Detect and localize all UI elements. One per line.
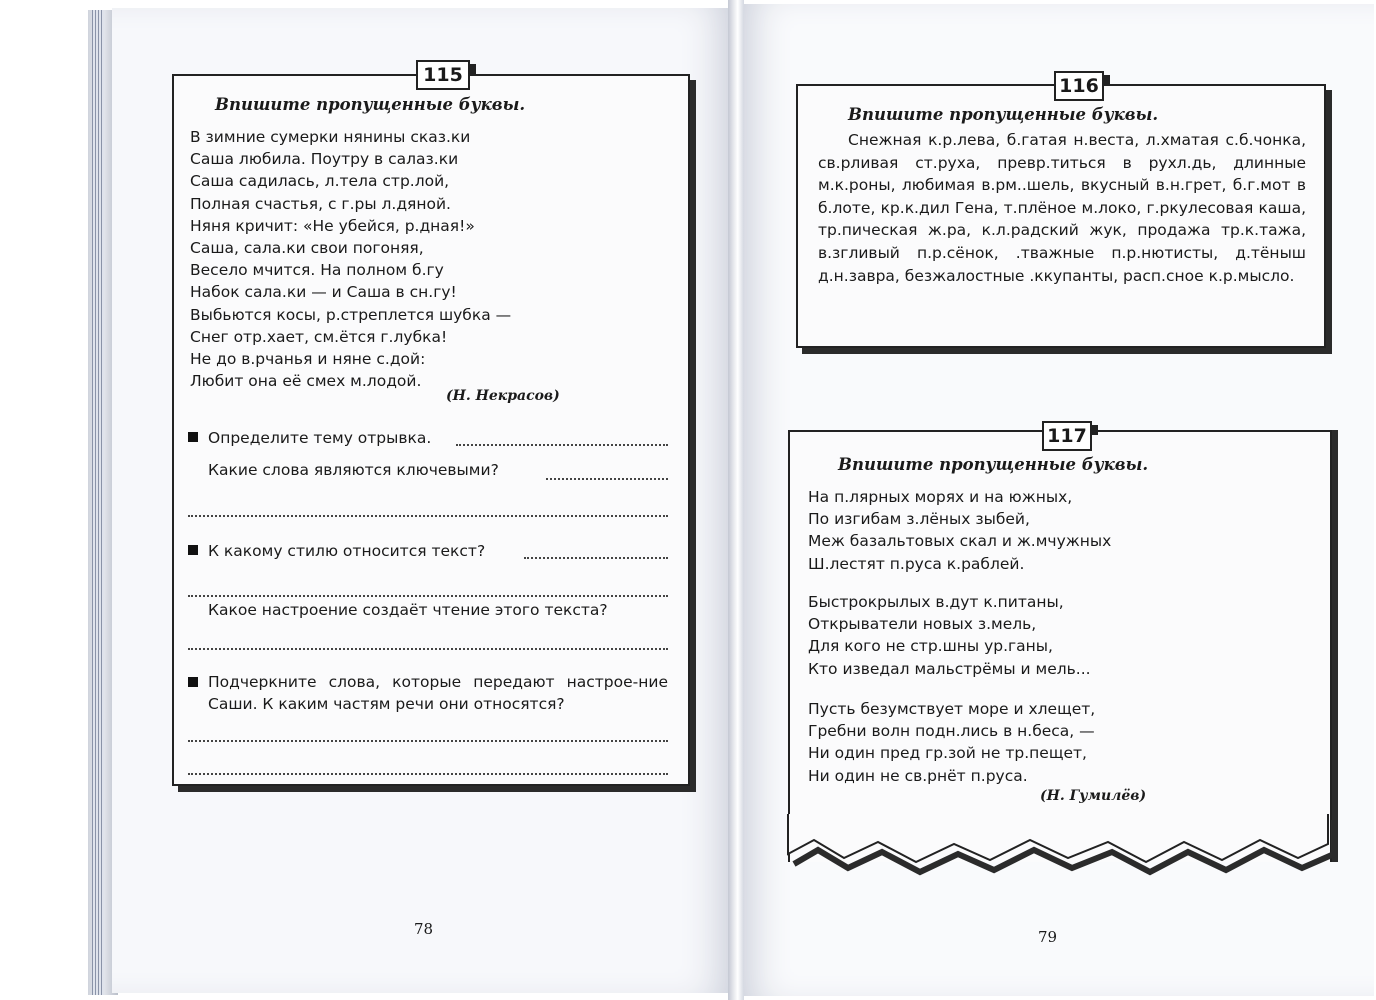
poem-line: Кто изведал мальстрёмы и мель... (808, 659, 1091, 678)
exercise-117-number: 117 (1042, 421, 1092, 451)
exercise-117-author: (Н. Гумилёв) (1040, 788, 1147, 804)
book-gutter (728, 0, 744, 1000)
exercise-117-stanza-2 (808, 591, 1091, 680)
task-1-text: Определите тему отрывка. (208, 429, 432, 447)
task-1 (188, 427, 431, 449)
poem-line: Ни один не св.рнёт п.руса. (808, 766, 1028, 785)
exercise-115-author: (Н. Некрасов) (446, 388, 560, 404)
bullet-square-icon (188, 677, 198, 687)
poem-line: Саша любила. Поутру в салаз.ки (190, 150, 459, 169)
poem-line: На п.лярных морях и на южных, (808, 488, 1073, 506)
answer-line[interactable] (188, 595, 668, 597)
answer-line[interactable] (188, 740, 668, 742)
answer-line[interactable] (188, 515, 668, 517)
task-3-text: Подчеркните слова, которые передают настрое-ние Саши. К каким частям речи они относятся? (208, 673, 668, 713)
exercise-116-number: 116 (1054, 71, 1104, 101)
exercise-117-stanza-3 (808, 698, 1095, 787)
page-edges (92, 10, 104, 995)
task-2-text: К какому стилю относится текст? (208, 542, 486, 560)
poem-line: Снег отр.хает, см.ётся г.лубка! (190, 327, 448, 346)
poem-line: Открыватели новых з.мель, (808, 615, 1037, 634)
exercise-117-stanza-1 (808, 486, 1111, 575)
exercise-116-text: Снежная к.р.лева, б.гатая н.веста, л.хматая с.б.чонка, св.рливая ст.руха, превр.титься в рухл.дь, длинные м.к.роны, любимая в.рм..шель, вкусный в.н.грет, б.г.мот в б.лоте, кр.к.дил Гена, т.плёное м.локо, г.ркулесовая каша, тр.пическая ж.ра, к.л.радский жук, продажа тр.к.тажа, в.згливый п.р.сёнок, .тважные п.р.нютисты, д.тёныш д.н.завра, безжалостные .ккупанты, расп.сное к.р.мысло. (818, 131, 1306, 285)
poem-line: Саша садилась, л.тела стр.лой, (190, 172, 450, 191)
answer-line[interactable] (456, 444, 668, 446)
task-3 (188, 671, 668, 715)
poem-line: Саша, сала.ки свои погоняя, (190, 238, 424, 257)
answer-line[interactable] (188, 773, 668, 775)
poem-line: Весело мчится. На полном б.гу (190, 261, 444, 280)
task-2b: Какое настроение создаёт чтение этого текста? (208, 601, 608, 619)
poem-line: Быстрокрылых в.дут к.питаны, (808, 593, 1064, 611)
poem-line: Набок сала.ки — и Саша в сн.гу! (190, 283, 457, 302)
poem-line: Выбьются косы, р.стреплется шубка — (190, 305, 512, 324)
poem-line: Ш.лестят п.руса к.раблей. (808, 554, 1025, 573)
task-1b: Какие слова являются ключевыми? (208, 461, 499, 479)
poem-line: Для кого не стр.шны ур.ганы, (808, 637, 1053, 656)
exercise-115-instruction: Впишите пропущенные буквы. (215, 95, 526, 114)
poem-line: Полная счастья, с г.ры л.дяной. (190, 194, 451, 213)
poem-line: По изгибам з.лёных зыбей, (808, 510, 1030, 529)
answer-line[interactable] (546, 478, 668, 480)
answer-line[interactable] (188, 648, 668, 650)
poem-line: Ни один пред гр.зой не тр.пещет, (808, 744, 1087, 763)
poem-line: Пусть безумствует море и хлещет, (808, 700, 1096, 718)
poem-line: Не до в.рчанья и няне с.дой: (190, 349, 426, 368)
exercise-115-poem (190, 126, 511, 392)
exercise-117-instruction: Впишите пропущенные буквы. (838, 455, 1149, 474)
bullet-square-icon (188, 432, 198, 442)
torn-edge-decoration (786, 812, 1338, 876)
poem-line: Гребни волн подн.лись в н.беса, — (808, 722, 1095, 741)
left-page-number: 78 (414, 920, 434, 938)
bullet-square-icon (188, 545, 198, 555)
exercise-116-instruction: Впишите пропущенные буквы. (848, 105, 1159, 124)
poem-line: В зимние сумерки нянины сказ.ки (190, 128, 471, 146)
exercise-115-number: 115 (416, 60, 470, 90)
poem-line: Любит она её смех м.лодой. (190, 372, 422, 391)
task-2 (188, 540, 485, 562)
poem-line: Няня кричит: «Не убейся, р.дная!» (190, 216, 475, 235)
right-page-number: 79 (1038, 928, 1058, 946)
answer-line[interactable] (524, 557, 668, 559)
poem-line: Меж базальтовых скал и ж.мчужных (808, 532, 1112, 551)
